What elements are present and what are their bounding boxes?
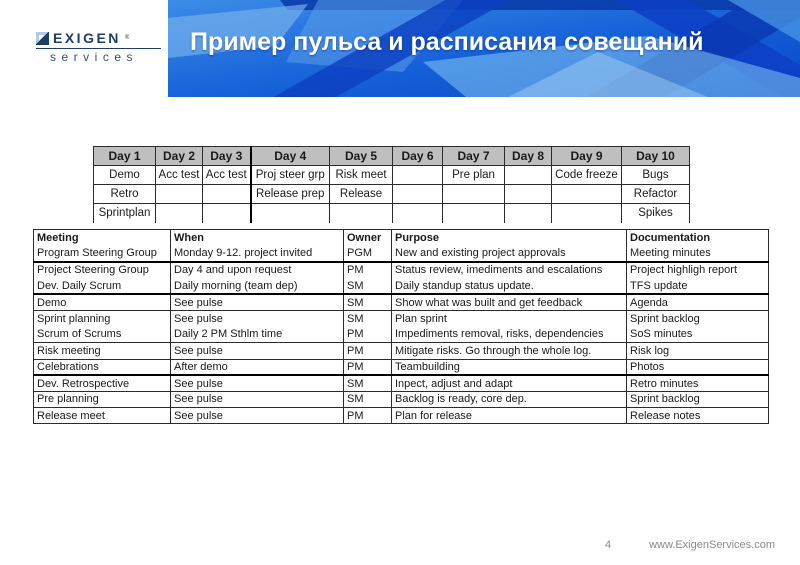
pulse-header-cell: Day 10 [622,147,690,166]
logo-top [36,30,161,49]
meetings-cell: Status review, imediments and escalations [392,262,627,278]
meetings-row [34,408,769,424]
meetings-cell: SM [344,294,392,310]
meetings-cell: SM [344,310,392,326]
meetings-cell: Sprint backlog [627,391,769,407]
meetings-cell: Scrum of Scrums [34,327,171,343]
pulse-cell: Acc test [203,166,251,185]
meetings-table [33,229,769,424]
pulse-cell [330,204,393,223]
meetings-cell: Sprint planning [34,310,171,326]
meetings-cell: Meeting minutes [627,246,769,262]
pulse-cell [156,204,203,223]
pulse-cell: Pre plan [443,166,505,185]
slide-title: Пример пульса и расписания совещаний [190,28,704,56]
meetings-cell: Sprint backlog [627,310,769,326]
pulse-cell [393,204,443,223]
meetings-cell: Plan sprint [392,310,627,326]
footer-website: www.ExigenServices.com [649,539,775,551]
meetings-cell: SoS minutes [627,327,769,343]
meetings-cell: See pulse [171,391,344,407]
meetings-cell: See pulse [171,408,344,424]
meetings-cell: Release notes [627,408,769,424]
meetings-header-cell: Documentation [627,230,769,246]
meetings-cell: Inpect, adjust and adapt [392,375,627,391]
pulse-cell: Spikes [622,204,690,223]
meetings-cell: Agenda [627,294,769,310]
pulse-table [93,146,690,223]
pulse-header-cell: Day 9 [552,147,622,166]
pulse-cell [251,204,330,223]
meetings-header-cell: Owner [344,230,392,246]
pulse-cell: Code freeze [552,166,622,185]
registered-mark: ® [124,35,130,41]
meetings-cell: Daily morning (team dep) [171,278,344,294]
pulse-cell [393,185,443,204]
meetings-cell: Mitigate risks. Go through the whole log. [392,343,627,359]
pulse-header-cell: Day 3 [203,147,251,166]
meetings-cell: Dev. Retrospective [34,375,171,391]
meetings-cell: Monday 9-12. project invited [171,246,344,262]
meetings-cell: Backlog is ready, core dep. [392,391,627,407]
exigen-logo-icon [36,32,49,45]
meetings-cell: Plan for release [392,408,627,424]
meetings-cell: Program Steering Group [34,246,171,262]
meetings-cell: SM [344,375,392,391]
meetings-cell: After demo [171,359,344,375]
meetings-cell: PM [344,408,392,424]
meetings-cell: New and existing project approvals [392,246,627,262]
meetings-cell: Demo [34,294,171,310]
meetings-cell: Photos [627,359,769,375]
meetings-row [34,343,769,359]
meetings-cell: PM [344,359,392,375]
meetings-row [34,375,769,391]
page-number: 4 [604,539,612,551]
pulse-cell [203,204,251,223]
meetings-row [34,310,769,326]
pulse-cell [505,166,552,185]
meetings-header-cell: When [171,230,344,246]
pulse-header-row [94,147,690,166]
meetings-cell: Project highligh report [627,262,769,278]
pulse-cell: Demo [94,166,156,185]
meetings-cell: Release meet [34,408,171,424]
meetings-cell: TFS update [627,278,769,294]
pulse-cell [443,185,505,204]
meetings-cell: Pre planning [34,391,171,407]
pulse-cell [552,185,622,204]
pulse-header-cell: Day 5 [330,147,393,166]
meetings-row [34,359,769,375]
pulse-cell [505,185,552,204]
pulse-cell [393,166,443,185]
pulse-header-cell: Day 7 [443,147,505,166]
pulse-row [94,166,690,185]
pulse-cell: Sprintplan [94,204,156,223]
meetings-cell: Risk log [627,343,769,359]
meetings-cell: PM [344,343,392,359]
meetings-cell: Impediments removal, risks, dependencies [392,327,627,343]
meetings-cell: Project Steering Group [34,262,171,278]
pulse-cell: Acc test [156,166,203,185]
meetings-row [34,246,769,262]
pulse-header-cell: Day 4 [251,147,330,166]
title-banner [168,0,800,97]
meetings-cell: Daily standup status update. [392,278,627,294]
meetings-cell: Celebrations [34,359,171,375]
pulse-cell: Release prep [251,185,330,204]
meetings-row [34,278,769,294]
exigen-logo [36,30,161,64]
meetings-cell: Risk meeting [34,343,171,359]
logo-sub-text: services [50,50,139,64]
meetings-row [34,327,769,343]
meetings-cell: See pulse [171,375,344,391]
meetings-cell: See pulse [171,294,344,310]
pulse-cell: Proj steer grp [251,166,330,185]
meetings-row [34,391,769,407]
pulse-row [94,204,690,223]
pulse-header-cell: Day 2 [156,147,203,166]
pulse-header-cell: Day 6 [393,147,443,166]
meetings-row [34,294,769,310]
pulse-row [94,185,690,204]
pulse-cell: Refactor [622,185,690,204]
meetings-row [34,262,769,278]
pulse-cell: Risk meet [330,166,393,185]
pulse-cell [505,204,552,223]
meetings-cell: PM [344,262,392,278]
meetings-cell: PGM [344,246,392,262]
meetings-header-cell: Purpose [392,230,627,246]
meetings-cell: Teambuilding [392,359,627,375]
meetings-cell: Daily 2 PM Sthlm time [171,327,344,343]
pulse-cell [203,185,251,204]
meetings-cell: SM [344,278,392,294]
pulse-header-cell: Day 8 [505,147,552,166]
pulse-cell: Retro [94,185,156,204]
meetings-cell: PM [344,327,392,343]
meetings-header-row [34,230,769,246]
meetings-cell: See pulse [171,310,344,326]
meetings-cell: Show what was built and get feedback [392,294,627,310]
pulse-cell: Bugs [622,166,690,185]
meetings-cell: Retro minutes [627,375,769,391]
pulse-cell: Release [330,185,393,204]
pulse-cell [156,185,203,204]
meetings-cell: Dev. Daily Scrum [34,278,171,294]
meetings-cell: Day 4 and upon request [171,262,344,278]
pulse-cell [443,204,505,223]
logo-brand-text: EXIGEN [53,30,121,46]
meetings-cell: SM [344,391,392,407]
meetings-header-cell: Meeting [34,230,171,246]
pulse-cell [552,204,622,223]
meetings-cell: See pulse [171,343,344,359]
pulse-header-cell: Day 1 [94,147,156,166]
